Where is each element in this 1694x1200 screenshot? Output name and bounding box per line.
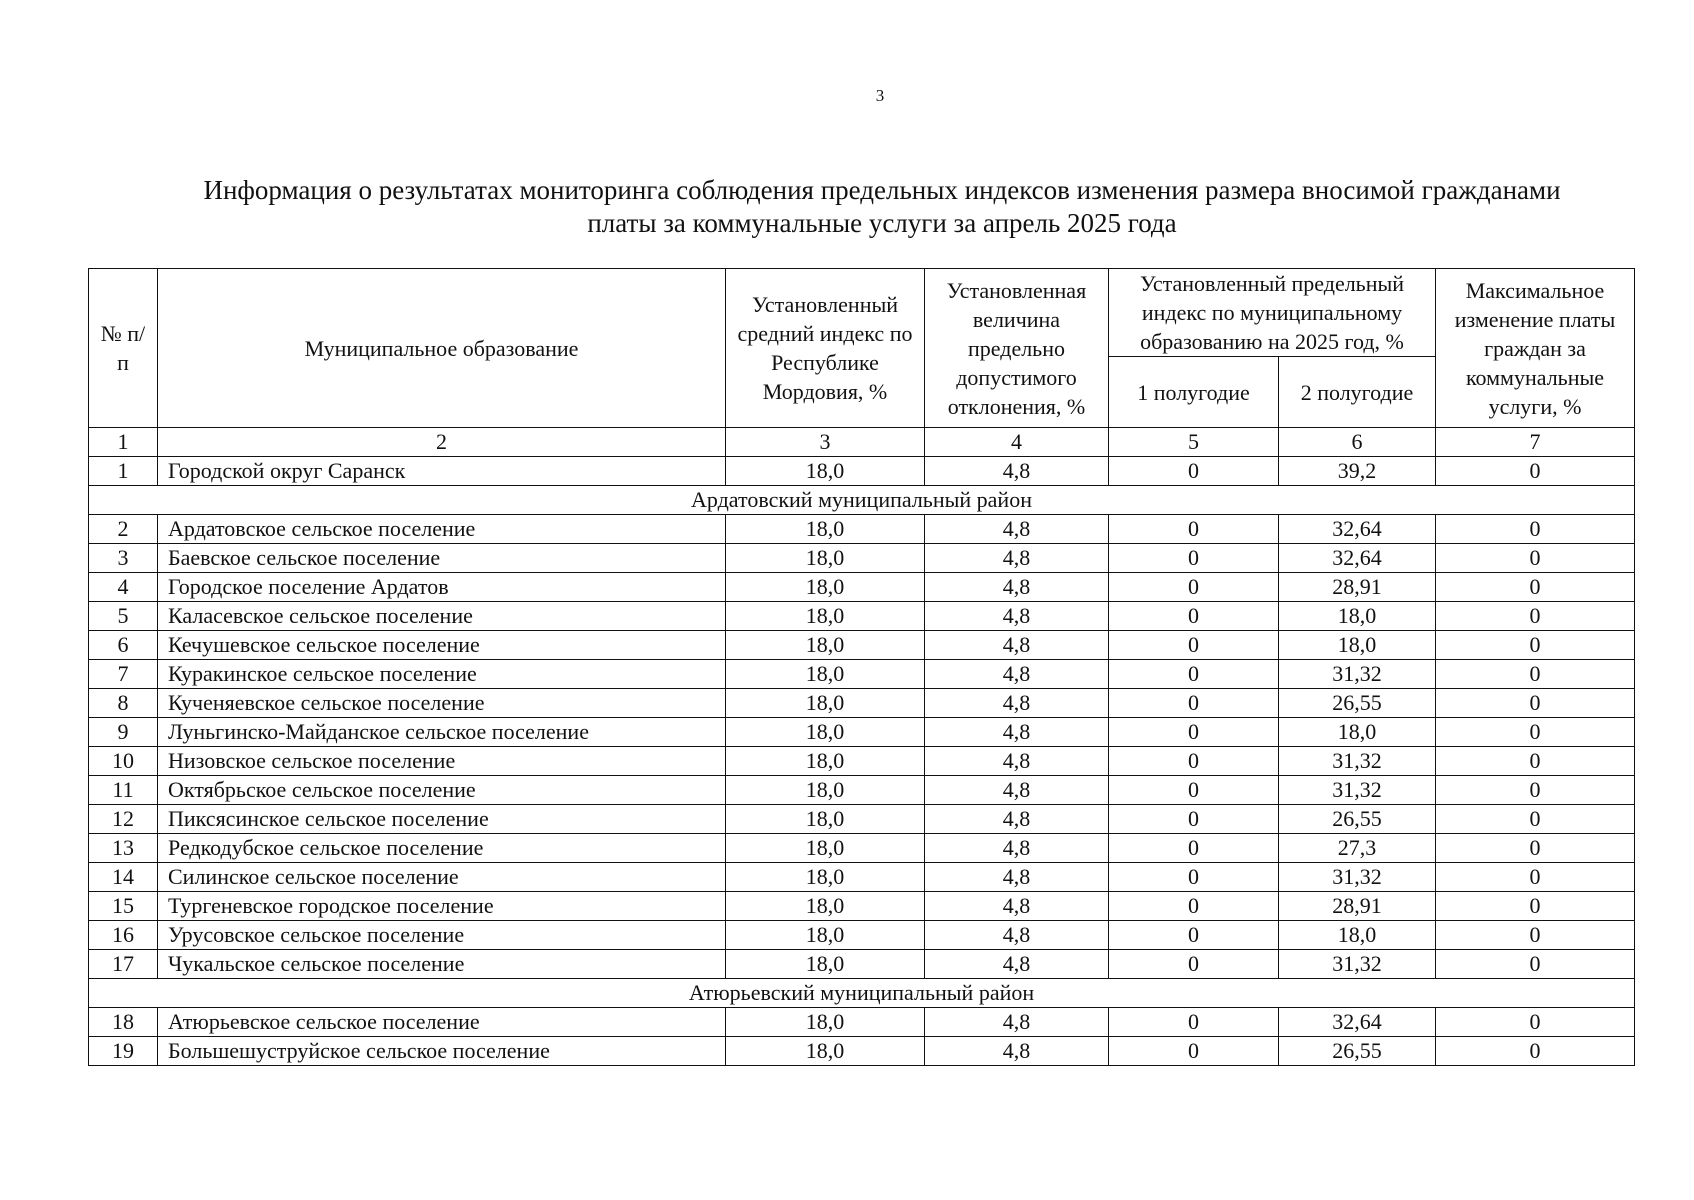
table-row xyxy=(89,1037,1635,1066)
cell-num: 10 xyxy=(89,747,158,776)
cell-half2: 31,32 xyxy=(1279,863,1436,892)
header-deviation: Установленная величина предельно допустимого отклонения, % xyxy=(925,269,1109,428)
col-number: 3 xyxy=(726,428,925,457)
cell-half2: 31,32 xyxy=(1279,776,1436,805)
cell-num: 1 xyxy=(89,457,158,486)
cell-deviation: 4,8 xyxy=(925,747,1109,776)
title-line-1: Информация о результатах мониторинга соблюдения предельных индексов изменения размера вносимой гражданами xyxy=(203,175,1561,205)
cell-half2: 32,64 xyxy=(1279,515,1436,544)
cell-num: 16 xyxy=(89,921,158,950)
cell-avg-index: 18,0 xyxy=(726,776,925,805)
cell-deviation: 4,8 xyxy=(925,776,1109,805)
cell-name: Пиксясинское сельское поселение xyxy=(158,805,726,834)
table-row xyxy=(89,834,1635,863)
district-name: Атюрьевский муниципальный район xyxy=(89,979,1635,1008)
cell-name: Кученяевское сельское поселение xyxy=(158,689,726,718)
cell-name: Луньгинско-Майданское сельское поселение xyxy=(158,718,726,747)
cell-name: Октябрьское сельское поселение xyxy=(158,776,726,805)
cell-half1: 0 xyxy=(1109,573,1279,602)
cell-name: Ардатовское сельское поселение xyxy=(158,515,726,544)
col-number: 5 xyxy=(1109,428,1279,457)
cell-half2: 31,32 xyxy=(1279,950,1436,979)
cell-deviation: 4,8 xyxy=(925,1008,1109,1037)
cell-half2: 39,2 xyxy=(1279,457,1436,486)
cell-deviation: 4,8 xyxy=(925,631,1109,660)
cell-half2: 26,55 xyxy=(1279,689,1436,718)
cell-half1: 0 xyxy=(1109,1037,1279,1066)
cell-num: 2 xyxy=(89,515,158,544)
cell-half1: 0 xyxy=(1109,602,1279,631)
cell-avg-index: 18,0 xyxy=(726,631,925,660)
cell-half1: 0 xyxy=(1109,515,1279,544)
table-row xyxy=(89,457,1635,486)
cell-deviation: 4,8 xyxy=(925,950,1109,979)
document-title xyxy=(120,174,1644,240)
cell-name: Редкодубское сельское поселение xyxy=(158,834,726,863)
cell-deviation: 4,8 xyxy=(925,718,1109,747)
header-half2: 2 полугодие xyxy=(1279,357,1436,428)
header-municipality: Муниципальное образование xyxy=(158,269,726,428)
cell-avg-index: 18,0 xyxy=(726,689,925,718)
header-half1: 1 полугодие xyxy=(1109,357,1279,428)
header-max-change: Максимальное изменение платы граждан за коммунальные услуги, % xyxy=(1436,269,1635,428)
cell-max-change: 0 xyxy=(1436,892,1635,921)
header-num: № п/п xyxy=(89,269,158,428)
cell-num: 13 xyxy=(89,834,158,863)
cell-half1: 0 xyxy=(1109,631,1279,660)
title-line-2: платы за коммунальные услуги за апрель 2025 года xyxy=(587,208,1177,238)
table-row xyxy=(89,776,1635,805)
cell-max-change: 0 xyxy=(1436,776,1635,805)
table-header xyxy=(89,269,1635,457)
cell-half1: 0 xyxy=(1109,950,1279,979)
col-number: 7 xyxy=(1436,428,1635,457)
cell-max-change: 0 xyxy=(1436,1037,1635,1066)
cell-deviation: 4,8 xyxy=(925,457,1109,486)
cell-name: Низовское сельское поселение xyxy=(158,747,726,776)
cell-num: 8 xyxy=(89,689,158,718)
cell-half1: 0 xyxy=(1109,747,1279,776)
cell-name: Тургеневское городское поселение xyxy=(158,892,726,921)
cell-half2: 26,55 xyxy=(1279,1037,1436,1066)
col-number: 4 xyxy=(925,428,1109,457)
cell-max-change: 0 xyxy=(1436,747,1635,776)
cell-half1: 0 xyxy=(1109,834,1279,863)
table-body xyxy=(89,457,1635,515)
cell-num: 12 xyxy=(89,805,158,834)
cell-max-change: 0 xyxy=(1436,921,1635,950)
cell-deviation: 4,8 xyxy=(925,689,1109,718)
table-row xyxy=(89,1008,1635,1037)
cell-half1: 0 xyxy=(1109,1008,1279,1037)
cell-deviation: 4,8 xyxy=(925,863,1109,892)
cell-avg-index: 18,0 xyxy=(726,573,925,602)
cell-num: 4 xyxy=(89,573,158,602)
cell-max-change: 0 xyxy=(1436,834,1635,863)
table-row xyxy=(89,602,1635,631)
cell-half2: 31,32 xyxy=(1279,660,1436,689)
cell-avg-index: 18,0 xyxy=(726,892,925,921)
cell-num: 3 xyxy=(89,544,158,573)
cell-half1: 0 xyxy=(1109,863,1279,892)
cell-deviation: 4,8 xyxy=(925,834,1109,863)
table-row xyxy=(89,718,1635,747)
cell-num: 9 xyxy=(89,718,158,747)
cell-avg-index: 18,0 xyxy=(726,805,925,834)
table-row xyxy=(89,747,1635,776)
cell-avg-index: 18,0 xyxy=(726,950,925,979)
cell-num: 11 xyxy=(89,776,158,805)
cell-max-change: 0 xyxy=(1436,660,1635,689)
cell-half2: 18,0 xyxy=(1279,602,1436,631)
cell-deviation: 4,8 xyxy=(925,1037,1109,1066)
cell-name: Кечушевское сельское поселение xyxy=(158,631,726,660)
district-2-header xyxy=(89,979,1635,1008)
table-row xyxy=(89,863,1635,892)
cell-name: Каласевское сельское поселение xyxy=(158,602,726,631)
cell-max-change: 0 xyxy=(1436,689,1635,718)
cell-avg-index: 18,0 xyxy=(726,921,925,950)
cell-deviation: 4,8 xyxy=(925,515,1109,544)
cell-name: Чукальское сельское поселение xyxy=(158,950,726,979)
cell-half2: 32,64 xyxy=(1279,1008,1436,1037)
cell-deviation: 4,8 xyxy=(925,602,1109,631)
cell-num: 18 xyxy=(89,1008,158,1037)
cell-half2: 18,0 xyxy=(1279,718,1436,747)
cell-avg-index: 18,0 xyxy=(726,602,925,631)
cell-num: 7 xyxy=(89,660,158,689)
table-row xyxy=(89,689,1635,718)
cell-avg-index: 18,0 xyxy=(726,544,925,573)
cell-half2: 18,0 xyxy=(1279,921,1436,950)
col-number: 1 xyxy=(89,428,158,457)
cell-half2: 32,64 xyxy=(1279,544,1436,573)
cell-avg-index: 18,0 xyxy=(726,1037,925,1066)
cell-avg-index: 18,0 xyxy=(726,515,925,544)
cell-avg-index: 18,0 xyxy=(726,834,925,863)
monitoring-table xyxy=(88,268,1635,1066)
cell-num: 19 xyxy=(89,1037,158,1066)
cell-half1: 0 xyxy=(1109,689,1279,718)
table-row xyxy=(89,515,1635,544)
district-row xyxy=(89,979,1635,1008)
cell-name: Городской округ Саранск xyxy=(158,457,726,486)
cell-half2: 31,32 xyxy=(1279,747,1436,776)
table-row xyxy=(89,950,1635,979)
cell-name: Городское поселение Ардатов xyxy=(158,573,726,602)
cell-num: 17 xyxy=(89,950,158,979)
cell-half2: 28,91 xyxy=(1279,573,1436,602)
district-1-rows xyxy=(89,515,1635,979)
cell-num: 6 xyxy=(89,631,158,660)
cell-deviation: 4,8 xyxy=(925,660,1109,689)
cell-half1: 0 xyxy=(1109,660,1279,689)
table-row xyxy=(89,631,1635,660)
table-row xyxy=(89,805,1635,834)
cell-half1: 0 xyxy=(1109,892,1279,921)
cell-name: Атюрьевское сельское поселение xyxy=(158,1008,726,1037)
cell-half1: 0 xyxy=(1109,457,1279,486)
table-row xyxy=(89,660,1635,689)
cell-half1: 0 xyxy=(1109,921,1279,950)
cell-half2: 18,0 xyxy=(1279,631,1436,660)
cell-name: Баевское сельское поселение xyxy=(158,544,726,573)
cell-deviation: 4,8 xyxy=(925,573,1109,602)
table-row xyxy=(89,921,1635,950)
col-number: 2 xyxy=(158,428,726,457)
district-name: Ардатовский муниципальный район xyxy=(89,486,1635,515)
cell-max-change: 0 xyxy=(1436,950,1635,979)
table-row xyxy=(89,573,1635,602)
cell-avg-index: 18,0 xyxy=(726,718,925,747)
cell-deviation: 4,8 xyxy=(925,921,1109,950)
cell-avg-index: 18,0 xyxy=(726,863,925,892)
cell-half1: 0 xyxy=(1109,776,1279,805)
cell-max-change: 0 xyxy=(1436,457,1635,486)
cell-name: Куракинское сельское поселение xyxy=(158,660,726,689)
cell-name: Силинское сельское поселение xyxy=(158,863,726,892)
cell-max-change: 0 xyxy=(1436,718,1635,747)
cell-max-change: 0 xyxy=(1436,515,1635,544)
district-2-rows xyxy=(89,1008,1635,1066)
district-row xyxy=(89,486,1635,515)
header-avg-index: Установленный средний индекс по Республике Мордовия, % xyxy=(726,269,925,428)
cell-half2: 26,55 xyxy=(1279,805,1436,834)
cell-deviation: 4,8 xyxy=(925,805,1109,834)
cell-max-change: 0 xyxy=(1436,573,1635,602)
cell-half1: 0 xyxy=(1109,544,1279,573)
cell-avg-index: 18,0 xyxy=(726,660,925,689)
column-number-row xyxy=(89,428,1635,457)
cell-avg-index: 18,0 xyxy=(726,747,925,776)
cell-max-change: 0 xyxy=(1436,631,1635,660)
cell-deviation: 4,8 xyxy=(925,544,1109,573)
cell-max-change: 0 xyxy=(1436,1008,1635,1037)
table-row xyxy=(89,544,1635,573)
cell-half1: 0 xyxy=(1109,805,1279,834)
table-row xyxy=(89,892,1635,921)
cell-name: Большешуструйское сельское поселение xyxy=(158,1037,726,1066)
header-row-1 xyxy=(89,269,1635,357)
page-number: 3 xyxy=(875,86,885,105)
cell-half2: 28,91 xyxy=(1279,892,1436,921)
cell-half2: 27,3 xyxy=(1279,834,1436,863)
cell-name: Урусовское сельское поселение xyxy=(158,921,726,950)
cell-num: 5 xyxy=(89,602,158,631)
col-number: 6 xyxy=(1279,428,1436,457)
cell-avg-index: 18,0 xyxy=(726,457,925,486)
cell-max-change: 0 xyxy=(1436,544,1635,573)
cell-num: 14 xyxy=(89,863,158,892)
cell-num: 15 xyxy=(89,892,158,921)
cell-max-change: 0 xyxy=(1436,805,1635,834)
header-limit-index: Установленный предельный индекс по муниципальному образованию на 2025 год, % xyxy=(1109,269,1436,357)
cell-deviation: 4,8 xyxy=(925,892,1109,921)
cell-half1: 0 xyxy=(1109,718,1279,747)
cell-avg-index: 18,0 xyxy=(726,1008,925,1037)
cell-max-change: 0 xyxy=(1436,602,1635,631)
cell-max-change: 0 xyxy=(1436,863,1635,892)
